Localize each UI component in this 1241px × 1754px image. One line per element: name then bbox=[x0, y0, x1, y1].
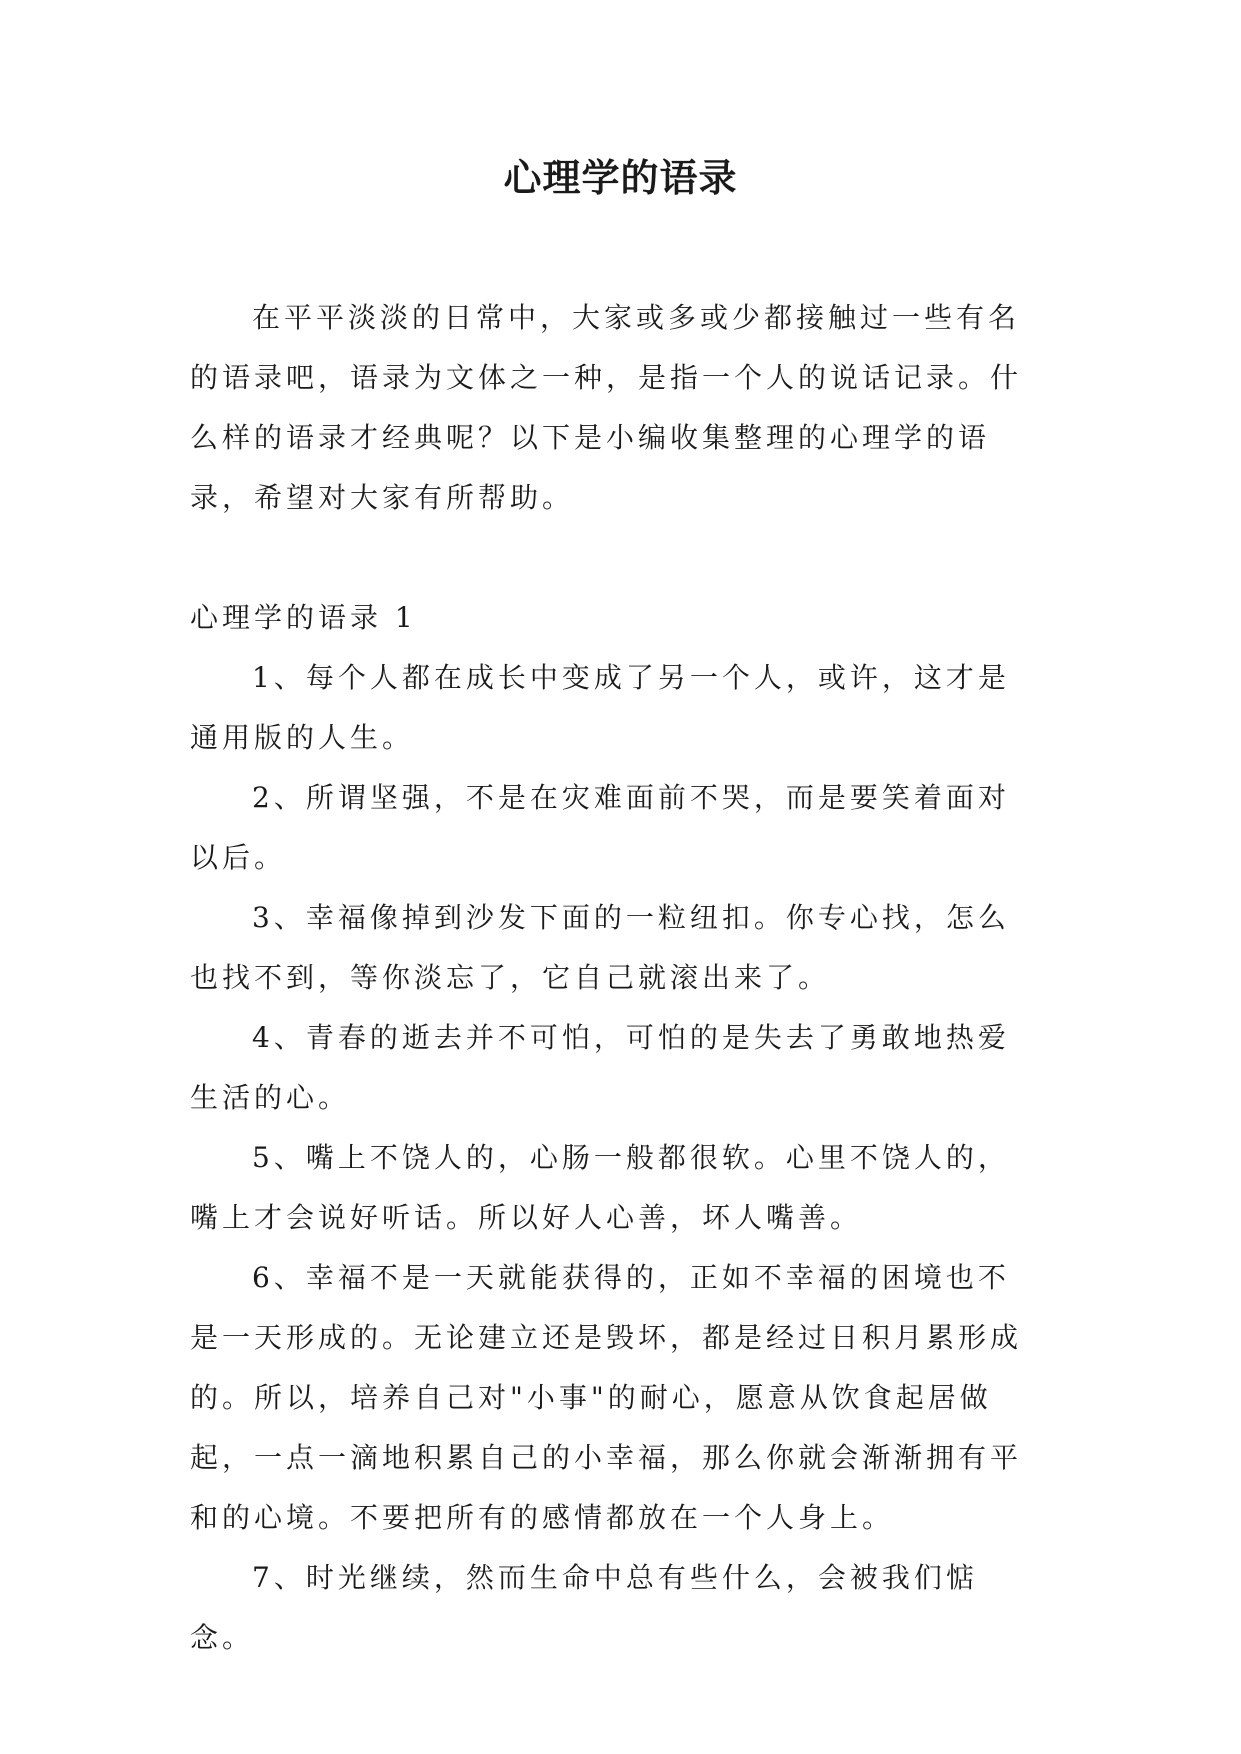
quote-item-2: 2、所谓坚强，不是在灾难面前不哭，而是要笑着面对以后。 bbox=[190, 781, 1010, 874]
intro-paragraph: 在平平淡淡的日常中，大家或多或少都接触过一些有名的语录吧，语录为文体之一种，是指一个人的说话记录。什么样的语录才经典呢？以下是小编收集整理的心理学的语录，希望对大家有所帮助。 bbox=[190, 301, 1023, 514]
document-body bbox=[190, 288, 1040, 1668]
quote-item-1: 1、每个人都在成长中变成了另一个人，或许，这才是通用版的人生。 bbox=[190, 661, 1010, 754]
quote-item-7: 7、时光继续，然而生命中总有些什么，会被我们惦念。 bbox=[190, 1561, 978, 1654]
quote-item-6: 6、幸福不是一天就能获得的，正如不幸福的困境也不是一天形成的。无论建立还是毁坏，都是经过日积月累形成的。所以，培养自己对"小事"的耐心，愿意从饮食起居做起，一点一滴地积累自己的小幸福，那么你就会渐渐拥有平和的心境。不要把所有的感情都放在一个人身上。 bbox=[190, 1261, 1023, 1534]
section-heading: 心理学的语录 1 bbox=[190, 601, 417, 634]
quote-item-4: 4、青春的逝去并不可怕，可怕的是失去了勇敢地热爱生活的心。 bbox=[190, 1021, 1010, 1114]
quote-item-5: 5、嘴上不饶人的，心肠一般都很软。心里不饶人的，嘴上才会说好听话。所以好人心善，坏人嘴善。 bbox=[190, 1141, 1010, 1234]
quote-item-3: 3、幸福像掉到沙发下面的一粒纽扣。你专心找，怎么也找不到，等你淡忘了，它自己就滚出来了。 bbox=[190, 901, 1010, 994]
page-title: 心理学的语录 bbox=[503, 156, 738, 200]
